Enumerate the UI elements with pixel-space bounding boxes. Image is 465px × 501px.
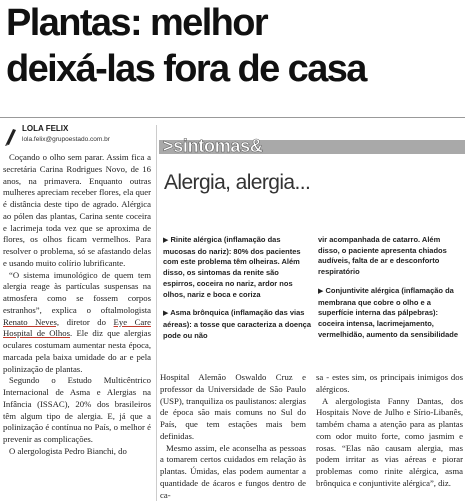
- paragraph-text: diretor do: [66, 316, 106, 327]
- paragraph: Mesmo assim, ele aconselha as pessoas a tomarem certos cuidados em relação às plantas. Úmidas, elas podem aumentar a quantidade de ácaros e fungos dentro de ca-: [160, 442, 306, 500]
- sintomas-item: [163, 235, 311, 300]
- paragraph: Coçando o olho sem parar. Assim fica a secretária Carina Rodrigues Novo, de 16 anos, na primavera. Enquanto outras mulheres apreciam receber flores, ela quer é distância deste tipo de agrado. Alérgica ao pólen das plantas, Carina sente coceira e lacrimeja toda vez que se aproxima de flores, os olhos ficam vermelhos. Para resolver o problema, só se afastando delas e usando muito colírio lubrificante.: [3, 152, 151, 268]
- triangle-bullet-icon: ▶: [318, 287, 324, 295]
- article-column-4: [316, 372, 463, 490]
- triangle-bullet-icon: ▶: [163, 237, 169, 244]
- headline-line-2: deixá-las fora de casa: [6, 48, 366, 90]
- paragraph: A alergologista Fanny Dantas, dos Hospitais Nove de Julho e Sírio-Libanês, também chama a atenção para as plantas com odor muito forte, como jasmim e rosas. “Elas não causam alergia, mas podem irritar as vias aéreas e piorar problemas como rinite alérgica, asma brônquica e conjuntivite alérgica”, diz.: [316, 395, 463, 488]
- sintomas-column-1: [163, 235, 311, 349]
- triangle-bullet-icon: ▶: [163, 310, 169, 318]
- sintomas-item-continuation: vir acompanhada de catarro. Além disso, o paciente apresenta chiados audíveis, falta de ar e desconforto respiratório: [318, 235, 447, 277]
- paragraph: O alergologista Pedro Bianchi, do: [9, 445, 127, 456]
- author-email: lola.felix@grupoestado.com.br: [22, 136, 110, 143]
- sintomas-item: [318, 286, 463, 341]
- headline-line-1: Plantas: melhor: [6, 2, 268, 44]
- sintomas-item-text: Conjuntivite alérgica (inflamação da membrana que cobre o olho e a superfície interna das pálpebras): coceira intensa, lacrimejamento, vermelhidão, aumento da sensibilidade: [318, 285, 459, 339]
- sintomas-column-2: [318, 235, 463, 348]
- paragraph: Segundo o Estudo Multicêntrico Internacional de Asma e Alergias na Infância (ISSAC), 20% dos brasileiros têm algum tipo de alergia. E, já que a polinização é contínua no País, o melhor é prevenir as complicações.: [3, 375, 151, 444]
- paragraph-text: “O sistema imunológico de quem tem alergia reage às partículas suspensas na atmosfera como se fossem corpos estranhos”, explica o oftalmologista: [3, 269, 151, 315]
- paragraph: sa - estes sim, os principais inimigos dos alérgicos.: [316, 372, 463, 394]
- sintomas-item: [163, 308, 311, 341]
- sintomas-item-text: Rinite alérgica (inflamação das mucosas do nariz): 80% dos pacientes com este problema têm olheiras. Além disso, os sintomas da renite são espirros, coceira no nariz, ardor nos olhos, nariz e boca e coriza: [163, 235, 301, 299]
- sintomas-item-text: Asma brônquica (inflamação das vias aéreas): a tosse que caracteriza a doença pode ou não: [163, 308, 311, 340]
- eye-care-hospital-link[interactable]: Eye Care Hospital de Olhos: [3, 316, 151, 339]
- paragraph: Hospital Alemão Oswaldo Cruz e professor da Universidade de São Paulo (USP), tranquiliza os paulistanos: alergias de época são mais comuns no Sul do País, que tem estações mais bem definidas.: [160, 372, 306, 441]
- column-divider: [156, 125, 157, 501]
- header-rule: [0, 117, 465, 118]
- author-pen-icon: [4, 126, 18, 146]
- sintomas-label: >sintomas&: [163, 136, 263, 156]
- paragraph: [3, 270, 151, 376]
- renato-neves-link[interactable]: Renato Neves,: [3, 316, 60, 327]
- paragraph-text: . Ele diz que alergias oculares costumam aumentar nesta época, marcada pela baixa umidade do ar e pela polinização de plantas.: [3, 328, 151, 374]
- article-column-3: [160, 372, 306, 501]
- sintomas-title: Alergia, alergia...: [164, 171, 311, 194]
- author-name: LOLA FELIX: [22, 124, 69, 133]
- headline: [6, 0, 462, 92]
- article-column-1: [3, 152, 151, 458]
